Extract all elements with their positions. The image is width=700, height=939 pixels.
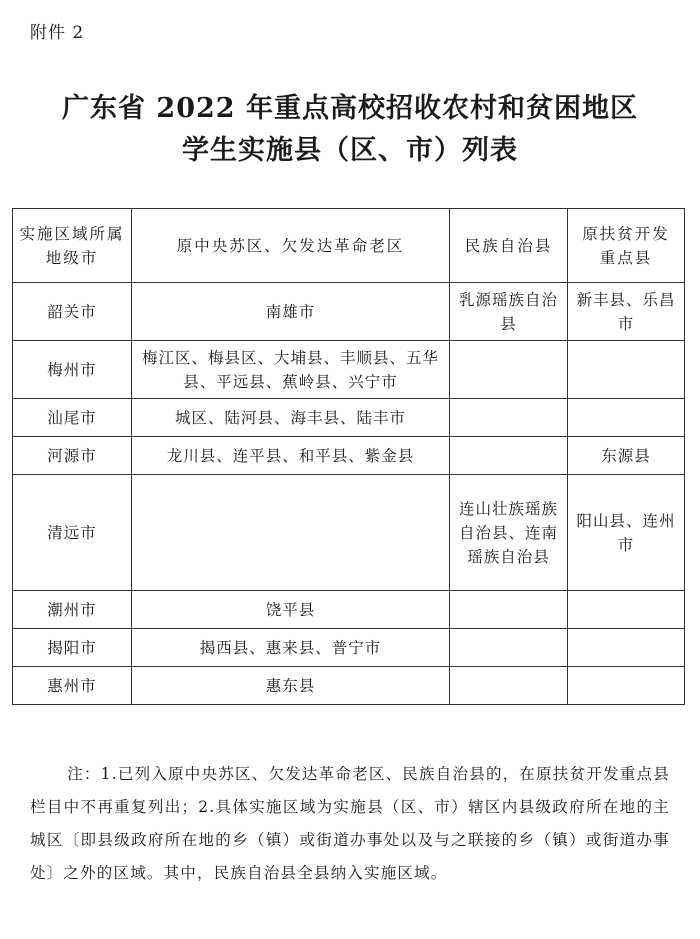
cell-ethnic	[450, 437, 568, 475]
cell-revolutionary: 龙川县、连平县、和平县、紫金县	[132, 437, 450, 475]
cell-revolutionary: 揭西县、惠来县、普宁市	[132, 629, 450, 667]
table-row	[13, 475, 685, 591]
cell-prefecture: 惠州市	[13, 667, 132, 705]
header-ethnic-autonomous: 民族自治县	[450, 209, 568, 283]
title-line-2: 学生实施县（区、市）列表	[182, 135, 518, 166]
cell-ethnic: 乳源瑶族自治县	[450, 283, 568, 341]
cell-prefecture: 清远市	[13, 475, 132, 591]
cell-prefecture: 潮州市	[13, 591, 132, 629]
cell-prefecture: 韶关市	[13, 283, 132, 341]
cell-ethnic	[450, 591, 568, 629]
cell-revolutionary: 南雄市	[132, 283, 450, 341]
table-row	[13, 283, 685, 341]
table-row	[13, 591, 685, 629]
cell-prefecture: 揭阳市	[13, 629, 132, 667]
footnote: 注：1.已列入原中央苏区、欠发达革命老区、民族自治县的，在原扶贫开发重点县栏目中不再重复列出；2.具体实施区域为实施县（区、市）辖区内县级政府所在地的主城区〔即县级政府所在地的乡（镇）或街道办事处以及与之联接的乡（镇）或街道办事处〕之外的区域。其中，民族自治县全县纳入实施区域。	[30, 765, 670, 882]
cell-poverty	[568, 629, 685, 667]
attachment-label: 附件 2	[30, 23, 85, 43]
cell-prefecture: 梅州市	[13, 341, 132, 399]
cell-revolutionary: 饶平县	[132, 591, 450, 629]
county-table-container	[12, 208, 684, 705]
cell-poverty	[568, 667, 685, 705]
cell-poverty	[568, 591, 685, 629]
cell-poverty	[568, 341, 685, 399]
cell-revolutionary: 城区、陆河县、海丰县、陆丰市	[132, 399, 450, 437]
cell-poverty	[568, 399, 685, 437]
cell-ethnic	[450, 667, 568, 705]
cell-ethnic	[450, 341, 568, 399]
cell-ethnic: 连山壮族瑶族自治县、连南瑶族自治县	[450, 475, 568, 591]
table-row	[13, 341, 685, 399]
cell-ethnic	[450, 399, 568, 437]
table-row	[13, 399, 685, 437]
header-prefecture: 实施区域所属地级市	[13, 209, 132, 283]
document-title	[0, 88, 700, 172]
table-row	[13, 437, 685, 475]
table-header-row	[13, 209, 685, 283]
cell-revolutionary	[132, 475, 450, 591]
title-line-1: 广东省 2022 年重点高校招收农村和贫困地区	[62, 93, 638, 124]
cell-prefecture: 汕尾市	[13, 399, 132, 437]
cell-revolutionary: 梅江区、梅县区、大埔县、丰顺县、五华县、平远县、蕉岭县、兴宁市	[132, 341, 450, 399]
table-row	[13, 667, 685, 705]
cell-poverty: 东源县	[568, 437, 685, 475]
cell-poverty: 阳山县、连州市	[568, 475, 685, 591]
cell-revolutionary: 惠东县	[132, 667, 450, 705]
cell-poverty: 新丰县、乐昌市	[568, 283, 685, 341]
header-old-revolutionary-areas: 原中央苏区、欠发达革命老区	[132, 209, 450, 283]
cell-prefecture: 河源市	[13, 437, 132, 475]
table-row	[13, 629, 685, 667]
county-table	[12, 208, 685, 705]
header-poverty-counties: 原扶贫开发重点县	[568, 209, 685, 283]
cell-ethnic	[450, 629, 568, 667]
